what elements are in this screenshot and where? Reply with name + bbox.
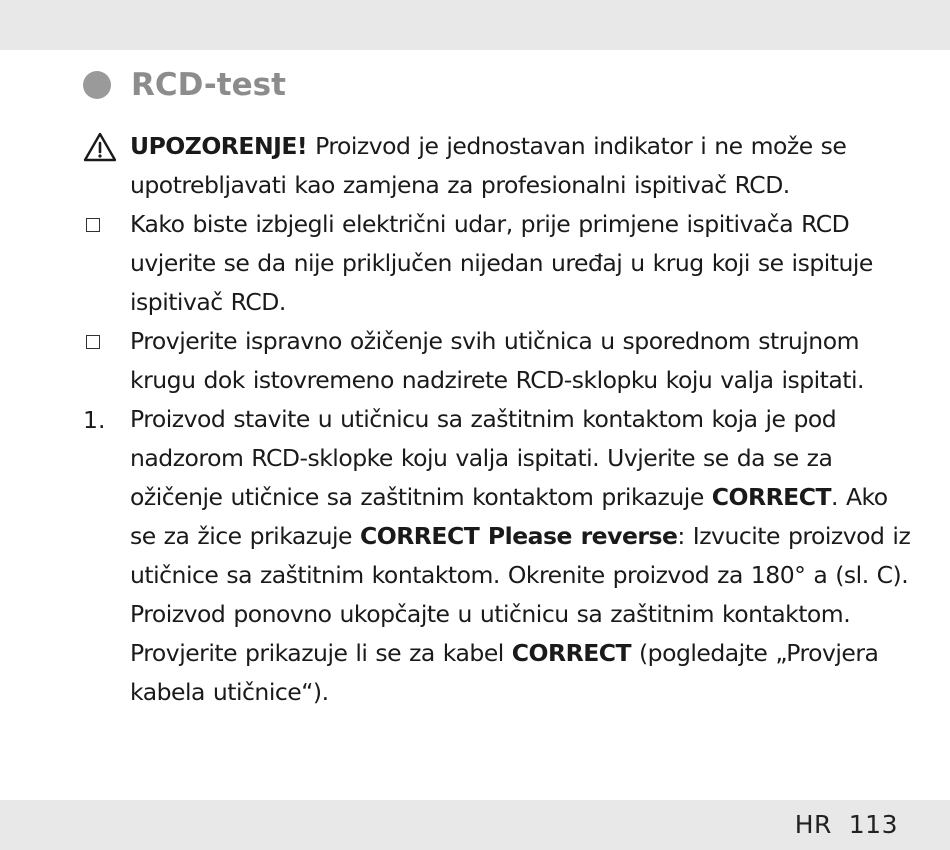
- warning-text: [130, 127, 920, 205]
- section-heading: [83, 64, 286, 106]
- warning-marker: [83, 127, 117, 166]
- footer-language: HR: [794, 810, 832, 839]
- list-item: [0, 322, 950, 400]
- step-text: Proizvod stavite u utičnicu sa zaštitnim kontaktom koja je pod nadzorom RCD-sklopke koju valja ispitati. Uvjerite se da se za ožičenje utičnice sa zaštitnim kontaktom prikazuje: [130, 405, 837, 511]
- step-text: Proizvod ponovno ukopčajte u utičnicu sa zaštitnim kontaktom. Provjerite prikazuje li se za kabel: [130, 600, 851, 667]
- heading-bullet-icon: [83, 71, 111, 99]
- step-text: (pogledajte „Provjera kabela utičnice“).: [130, 639, 879, 706]
- correct-label: CORRECT: [511, 639, 632, 667]
- correct-label: CORRECT: [711, 483, 831, 511]
- step-text: : Izvucite proizvod iz utičnice sa zaštitnim kontaktom. Okrenite proizvod za 180° a (sl. C).: [130, 522, 911, 589]
- warning-body: Proizvod je jednostavan indikator i ne može se upotrebljavati kao zamjena za profesionalni ispitivač RCD.: [130, 132, 847, 199]
- page-content: [0, 127, 950, 712]
- checkbox-marker: [83, 205, 100, 244]
- step-item: [0, 400, 950, 712]
- list-item: [0, 205, 950, 322]
- warning-block: [0, 127, 950, 205]
- checkbox-marker: [83, 322, 100, 361]
- correct-reverse-label: CORRECT Please reverse: [359, 522, 678, 550]
- bullet-text: Kako biste izbjegli električni udar, prije primjene ispitivača RCD uvjerite se da nije priključen nijedan uređaj u krug koji se ispituje ispitivač RCD.: [130, 210, 873, 316]
- checkbox-square-icon: [86, 335, 100, 349]
- step-marker: [83, 400, 105, 439]
- step-number: 1.: [83, 405, 106, 434]
- top-band: [0, 0, 950, 50]
- checkbox-square-icon: [86, 218, 100, 232]
- footer-page-number: 113: [848, 810, 898, 839]
- warning-triangle-icon: [83, 132, 117, 162]
- warning-label: UPOZORENJE!: [130, 132, 308, 160]
- section-title: RCD-test: [131, 67, 286, 103]
- bullet-text: Provjerite ispravno ožičenje svih utičnica u sporednom strujnom krugu dok istovremeno nadzirete RCD-sklopku koju valja ispitati.: [130, 327, 864, 394]
- step-paragraph-2: [130, 595, 920, 712]
- step-paragraph-1: [130, 400, 920, 595]
- page-footer: [795, 810, 898, 839]
- step-text: . Ako se za žice prikazuje: [130, 483, 888, 550]
